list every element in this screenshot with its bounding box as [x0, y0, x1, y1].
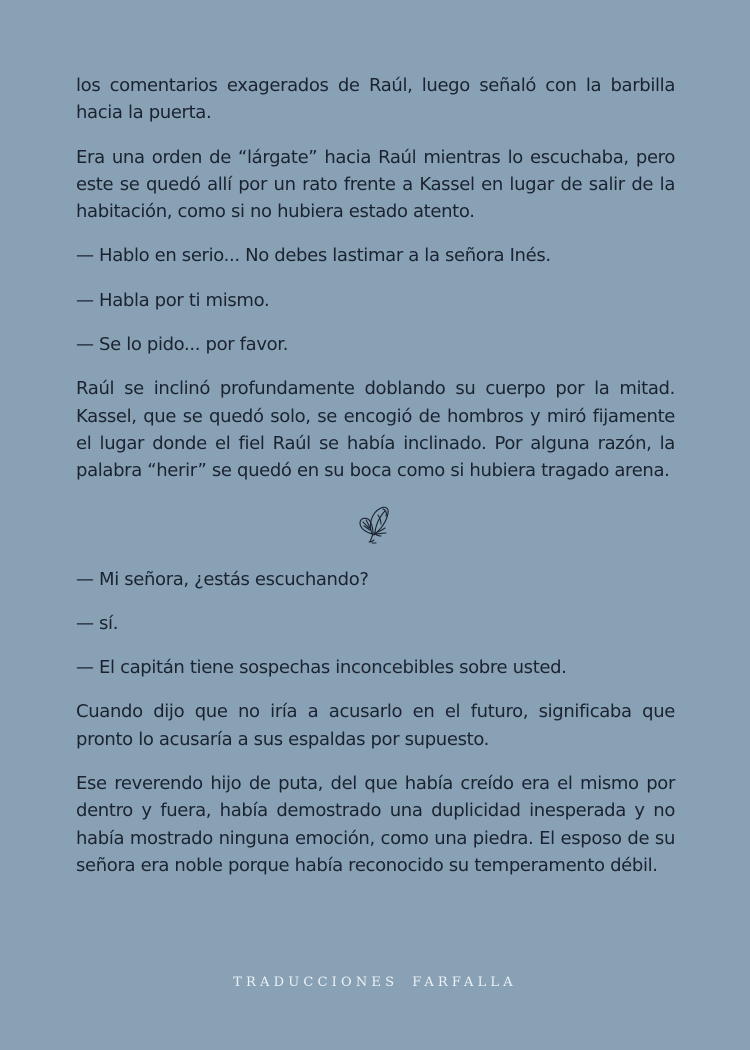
dialogue-line: — Hablo en serio... No debes lastimar a la señora Inés.	[76, 245, 551, 267]
paragraph: los comentarios exagerados de Raúl, luego señaló con la barbilla hacia la puerta.	[76, 75, 675, 124]
section-separator	[72, 502, 675, 554]
dialogue-line: — Se lo pido... por favor.	[76, 334, 289, 356]
paragraph: Ese reverendo hijo de puta, del que había creído era el mismo por dentro y fuera, había demostrado una duplicidad inesperada y no había mostrado ninguna emoción, como una piedra. El esposo de su señora era noble porque había reconocido su temperamento débil.	[76, 773, 675, 876]
footer-brand-word-1: TRADUCCIONES	[233, 975, 399, 990]
paragraph: Cuando dijo que no iría a acusarlo en el futuro, significaba que pronto lo acusaría a sus espaldas por supuesto.	[76, 701, 675, 750]
paragraph: Raúl se inclinó profundamente doblando su cuerpo por la mitad. Kassel, que se quedó solo, se encogió de hombros y miró fijamente el lugar donde el fiel Raúl se había inclinado. Por alguna razón, la palabra “herir” se quedó en su boca como si hubiera tragado arena.	[76, 378, 675, 482]
dialogue-line: — sí.	[76, 612, 119, 634]
dialogue-line: — Habla por ti mismo.	[76, 289, 270, 311]
footer-brand-word-2: FARFALLA	[412, 975, 517, 990]
paragraph: Era una orden de “lárgate” hacia Raúl mientras lo escuchaba, pero este se quedó allí por un rato frente a Kassel en lugar de salir de la habitación, como si no hubiera estado atento.	[76, 146, 675, 223]
dialogue-line: — El capitán tiene sospechas inconcebibles sobre usted.	[76, 657, 567, 679]
page-footer	[0, 975, 750, 990]
butterfly-icon	[354, 502, 394, 548]
dialogue-line: — Mi señora, ¿estás escuchando?	[76, 568, 369, 590]
document-page	[76, 72, 675, 896]
